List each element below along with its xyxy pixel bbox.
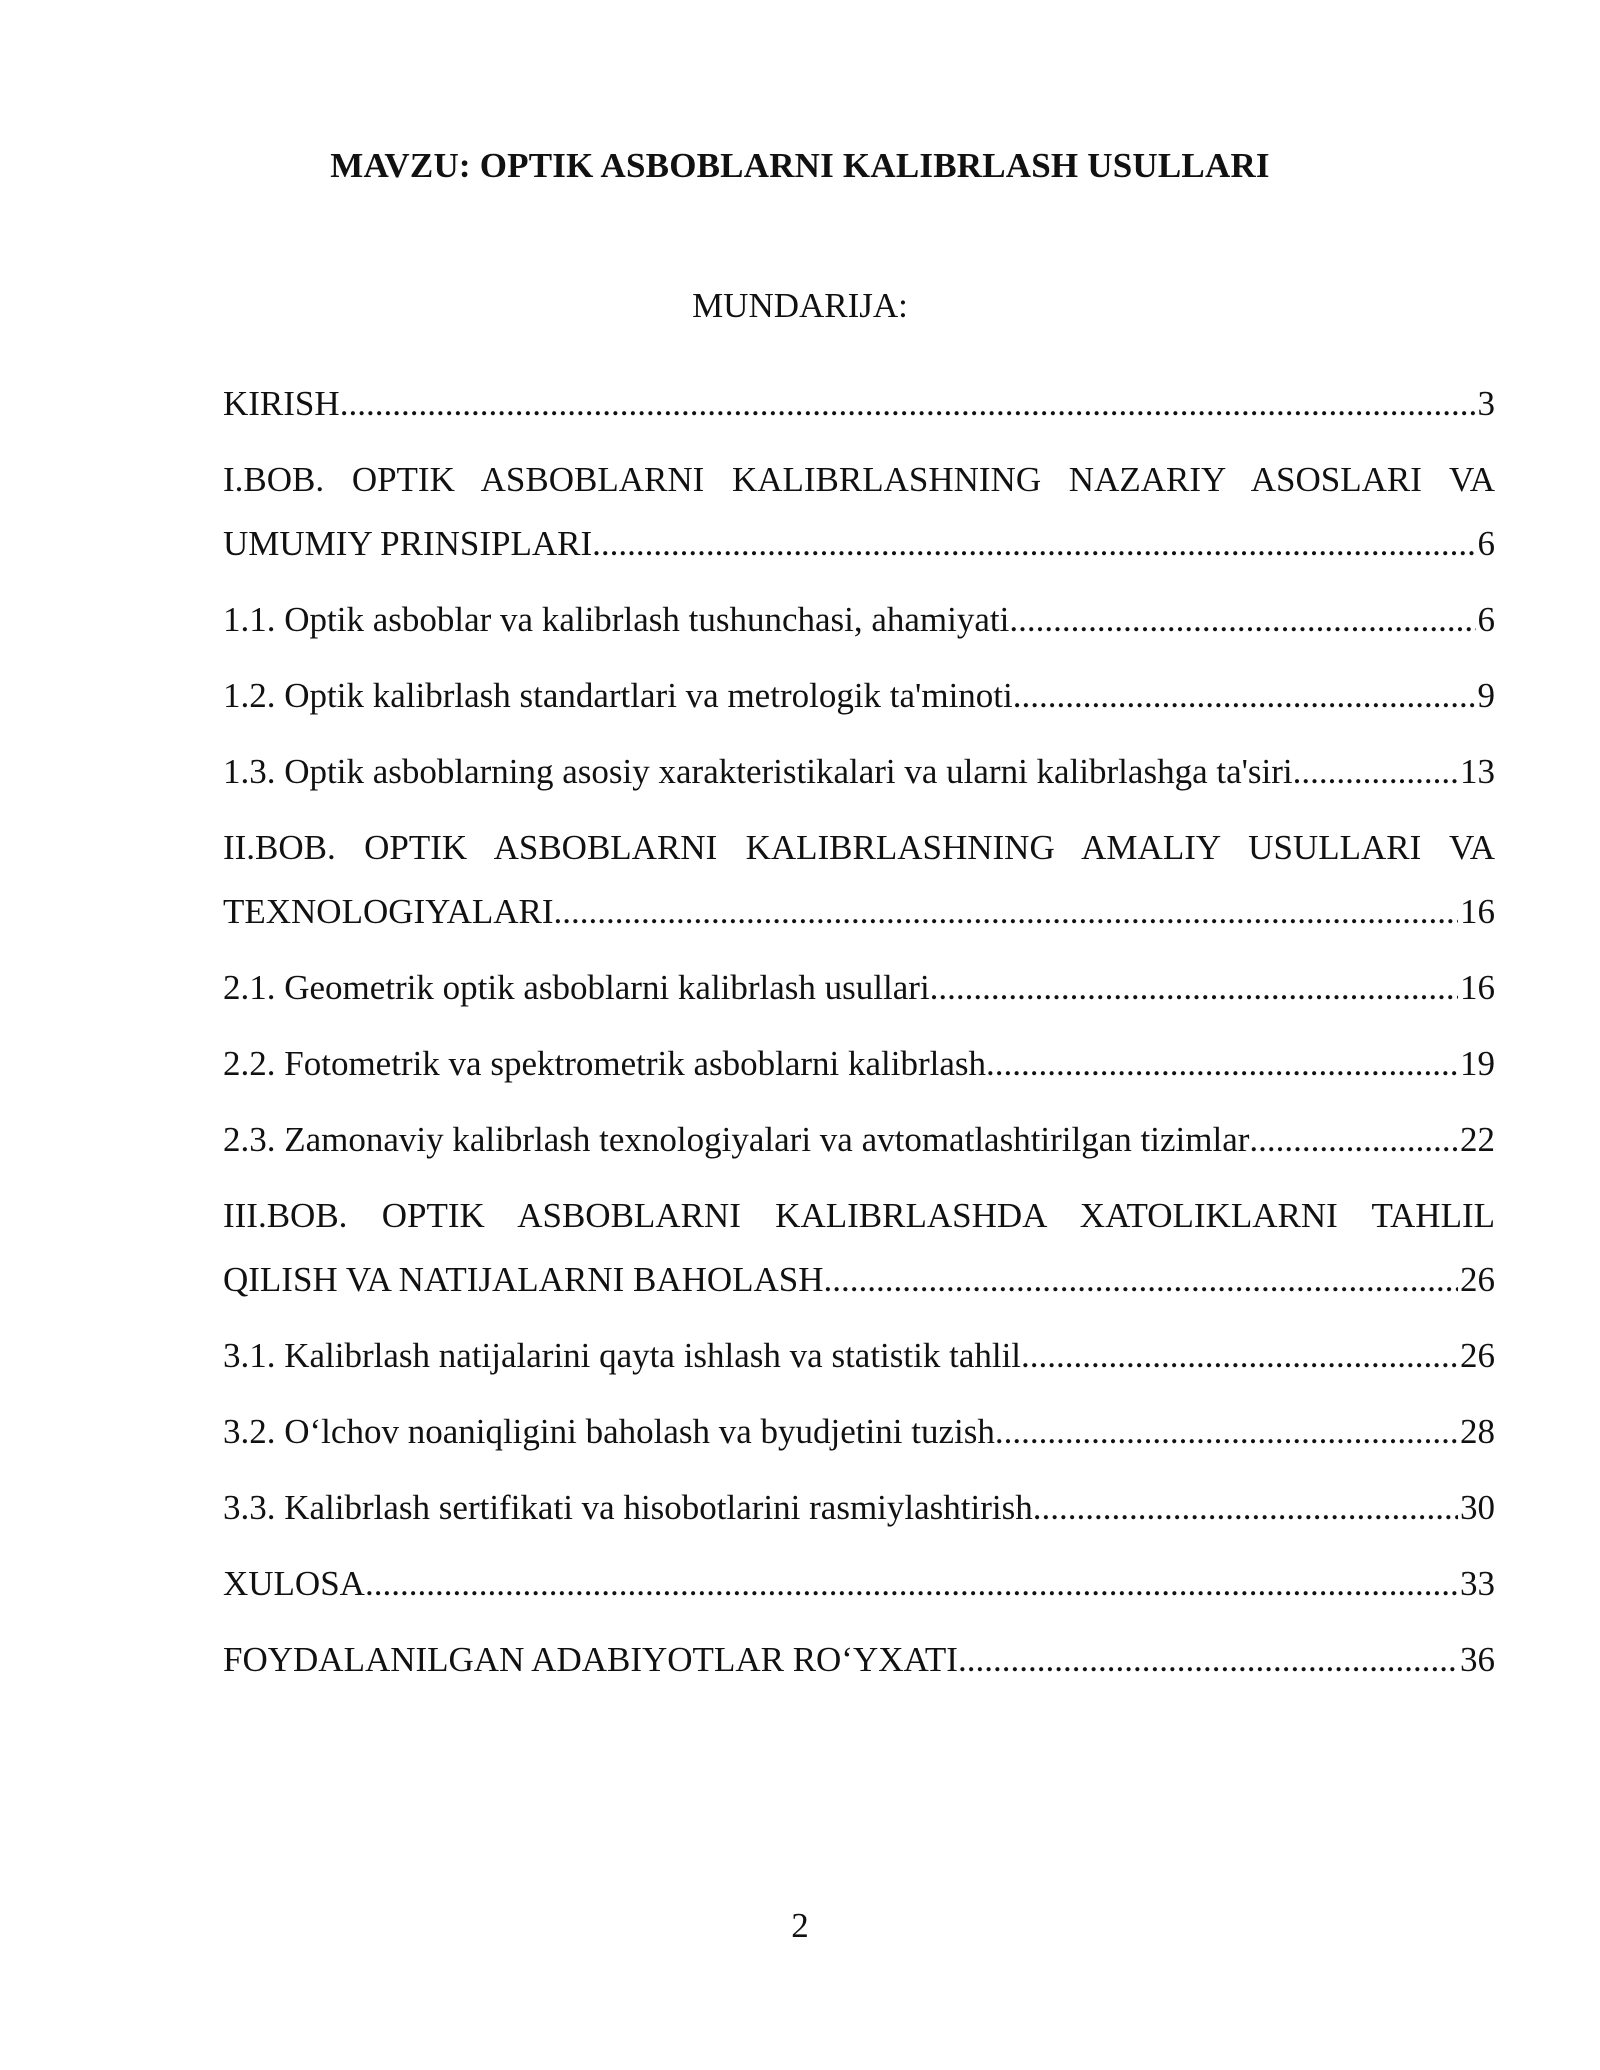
dot-leader [1033, 1476, 1458, 1540]
toc-entry-page: 26 [1460, 1336, 1495, 1375]
toc-entry [223, 740, 1495, 804]
toc-entry-text: 3.2. O‘lchov noaniqligini baholash va byudjetini tuzish [223, 1412, 995, 1451]
toc-entry-text: 2.3. Zamonaviy kalibrlash texnologiyalari va avtomatlashtirilgan tizimlar [223, 1120, 1250, 1159]
toc-entry [223, 1476, 1495, 1540]
dot-leader [824, 1248, 1458, 1312]
toc-entry-line1: III.BOB. OPTIK ASBOBLARNI KALIBRLASHDA XATOLIKLARNI TAHLIL [223, 1196, 1495, 1235]
toc-entry-text: 1.2. Optik kalibrlash standartlari va metrologik ta'minoti [223, 676, 1013, 715]
dot-leader [958, 1628, 1458, 1692]
toc-entry-text: 1.1. Optik asboblar va kalibrlash tushunchasi, ahamiyati [223, 600, 1010, 639]
dot-leader [365, 1552, 1458, 1616]
toc-entry-page: 19 [1460, 1044, 1495, 1083]
toc-entry [223, 816, 1495, 944]
toc-entry [223, 1108, 1495, 1172]
dot-leader [592, 512, 1475, 576]
page-number: 2 [791, 1906, 809, 1945]
toc-entry-page: 33 [1460, 1564, 1495, 1603]
dot-leader [554, 880, 1458, 944]
dot-leader [1013, 664, 1476, 728]
toc-entry-text: FOYDALANILGAN ADABIYOTLAR RO‘YXATI [223, 1640, 958, 1679]
toc-entry-page: 6 [1477, 600, 1495, 639]
toc-entry-page: 13 [1460, 752, 1495, 791]
toc-entry-text: KIRISH [223, 384, 340, 423]
toc-entry-text: TEXNOLOGIYALARI [223, 892, 554, 931]
toc-entry [223, 1032, 1495, 1096]
toc-entry-text: QILISH VA NATIJALARNI BAHOLASH [223, 1260, 824, 1299]
toc-entry [223, 1552, 1495, 1616]
toc-heading: MUNDARIJA: [692, 286, 908, 325]
toc-entry-text: 2.2. Fotometrik va spektrometrik asboblarni kalibrlash [223, 1044, 987, 1083]
dot-leader [1009, 588, 1475, 652]
toc-entry [223, 448, 1495, 576]
dot-leader [995, 1400, 1458, 1464]
toc-entry-page: 9 [1477, 676, 1495, 715]
toc-entry [223, 664, 1495, 728]
toc-entry-text: 3.1. Kalibrlash natijalarini qayta ishlash va statistik tahlil [223, 1336, 1022, 1375]
toc-entry-page: 28 [1460, 1412, 1495, 1451]
table-of-contents [223, 372, 1495, 1704]
toc-entry [223, 956, 1495, 1020]
toc-entry [223, 1628, 1495, 1692]
toc-entry [223, 372, 1495, 436]
toc-entry-page: 3 [1477, 384, 1495, 423]
dot-leader [340, 372, 1476, 436]
toc-entry-text: 1.3. Optik asboblarning asosiy xarakteristikalari va ularni kalibrlashga ta'siri [223, 752, 1293, 791]
toc-entry-line1: I.BOB. OPTIK ASBOBLARNI KALIBRLASHNING NAZARIY ASOSLARI VA [223, 460, 1495, 499]
toc-entry-page: 22 [1460, 1120, 1495, 1159]
dot-leader [1293, 740, 1458, 804]
toc-entry-page: 16 [1460, 892, 1495, 931]
toc-entry-page: 30 [1460, 1488, 1495, 1527]
toc-entry-line1: II.BOB. OPTIK ASBOBLARNI KALIBRLASHNING AMALIY USULLARI VA [223, 828, 1495, 867]
toc-entry-page: 36 [1460, 1640, 1495, 1679]
toc-entry-text: XULOSA [223, 1564, 365, 1603]
toc-entry-page: 26 [1460, 1260, 1495, 1299]
toc-entry-page: 16 [1460, 968, 1495, 1007]
dot-leader [1021, 1324, 1458, 1388]
toc-entry [223, 588, 1495, 652]
toc-entry-page: 6 [1477, 524, 1495, 563]
dot-leader [1249, 1108, 1458, 1172]
toc-entry [223, 1324, 1495, 1388]
toc-entry [223, 1400, 1495, 1464]
toc-entry-text: UMUMIY PRINSIPLARI [223, 524, 593, 563]
document-title: MAVZU: OPTIK ASBOBLARNI KALIBRLASH USULLARI [330, 146, 1270, 185]
dot-leader [986, 1032, 1458, 1096]
toc-entry-text: 3.3. Kalibrlash sertifikati va hisobotlarini rasmiylashtirish [223, 1488, 1033, 1527]
toc-entry [223, 1184, 1495, 1312]
toc-entry-text: 2.1. Geometrik optik asboblarni kalibrlash usullari [223, 968, 930, 1007]
dot-leader [930, 956, 1458, 1020]
